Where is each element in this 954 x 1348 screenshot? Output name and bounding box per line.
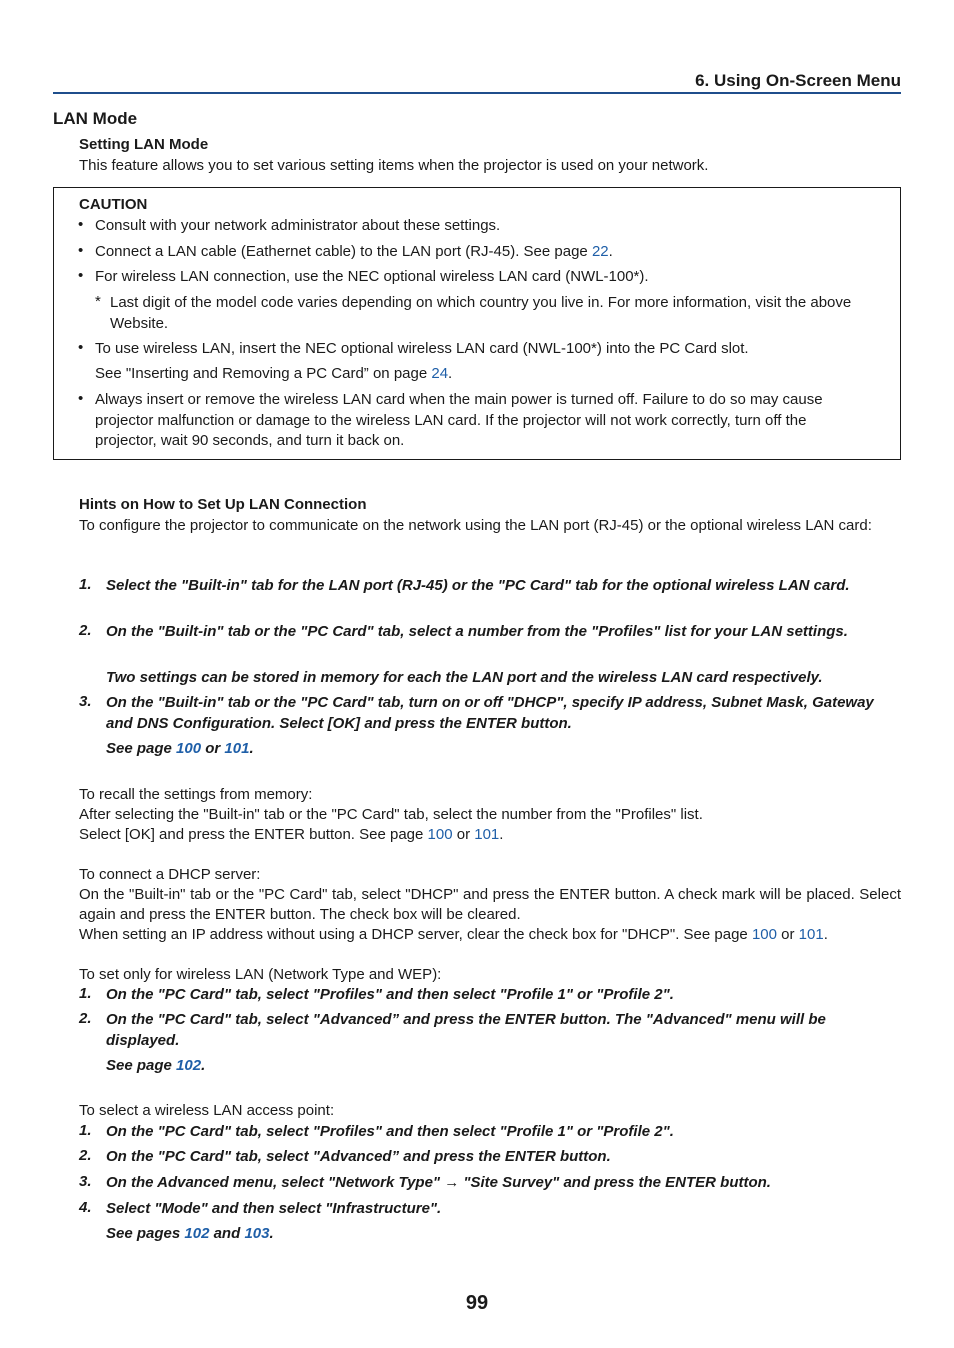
page-link[interactable]: 24	[431, 365, 449, 382]
recall-text-part: .	[499, 826, 504, 843]
recall-heading: To recall the settings from memory:	[79, 786, 313, 803]
step-text: On the "PC Card" tab, select "Advanced” and press the ENTER button.	[106, 1148, 611, 1165]
bullet-icon: •	[78, 390, 84, 407]
step-number: 3.	[79, 693, 92, 710]
see-text: See page	[106, 1057, 177, 1074]
see-text: and	[209, 1225, 245, 1242]
page-link[interactable]: 101	[474, 826, 500, 843]
see-text: See pages	[106, 1225, 185, 1242]
step-text: Select "Mode" and then select "Infrastructure".	[106, 1200, 442, 1217]
page-number: 99	[465, 1292, 489, 1314]
see-text: or	[201, 740, 225, 757]
bullet-icon: •	[78, 216, 84, 233]
caution-item: For wireless LAN connection, use the NEC optional wireless LAN card (NWL-100*).	[95, 268, 649, 285]
page-link[interactable]: 101	[798, 926, 824, 943]
wireless-heading: To set only for wireless LAN (Network Type and WEP):	[79, 966, 442, 983]
step-number: 2.	[79, 622, 92, 639]
dhcp-text-part: or	[776, 926, 799, 943]
step-number: 3.	[79, 1173, 92, 1190]
page-link[interactable]: 103	[244, 1225, 270, 1242]
recall-text	[79, 825, 901, 845]
step-number: 2.	[79, 1147, 92, 1164]
recall-text-part: or	[452, 826, 475, 843]
caution-item: Consult with your network administrator about these settings.	[95, 217, 501, 234]
step-see-line	[106, 1056, 906, 1077]
subsection-title: Setting LAN Mode	[79, 136, 209, 153]
caution-item: To use wireless LAN, insert the NEC optional wireless LAN card (NWL-100*) into the PC Card slot.	[95, 340, 749, 357]
caution-item: Always insert or remove the wireless LAN card when the main power is turned off. Failure to do so may cause projector malfunction or damage to the wireless LAN card. If the projector will not work correctly, turn off the projector, wait 90 seconds, and turn it back on.	[95, 391, 823, 449]
hints-title: Hints on How to Set Up LAN Connection	[79, 496, 367, 513]
see-text: .	[201, 1057, 206, 1074]
see-text: .	[269, 1225, 274, 1242]
page-link[interactable]: 101	[224, 740, 250, 757]
caution-item-text: .	[448, 365, 453, 382]
caution-item	[95, 242, 865, 263]
dhcp-text	[79, 925, 901, 945]
dhcp-heading: To connect a DHCP server:	[79, 866, 261, 883]
dhcp-text-part: .	[823, 926, 828, 943]
bullet-icon: •	[78, 242, 84, 259]
see-text: .	[249, 740, 254, 757]
caution-item-text: Connect a LAN cable (Eathernet cable) to the LAN port (RJ-45). See page	[95, 243, 592, 260]
access-point-heading: To select a wireless LAN access point:	[79, 1102, 335, 1119]
page-link[interactable]: 102	[176, 1057, 202, 1074]
caution-see-line	[95, 364, 865, 385]
step-text: On the "PC Card" tab, select "Profiles" and then select "Profile 1" or "Profile 2".	[106, 986, 674, 1003]
hints-intro: To configure the projector to communicate on the network using the LAN port (RJ-45) or the optional wireless LAN card:	[79, 517, 872, 534]
bullet-icon: •	[78, 339, 84, 356]
caution-item-text: See "Inserting and Removing a PC Card” on page	[95, 365, 432, 382]
bullet-icon: •	[78, 267, 84, 284]
caution-title: CAUTION	[79, 196, 148, 213]
dhcp-text: On the "Built-in" tab or the "PC Card" tab, select "DHCP" and press the ENTER button. A check mark will be placed. Select again and press the ENTER button. The check box will be cleared.	[79, 886, 901, 923]
step-text: On the Advanced menu, select "Network Type" → "Site Survey" and press the ENTER button.	[106, 1174, 771, 1191]
step-note: Two settings can be stored in memory for each the LAN port and the wireless LAN card respectively.	[106, 669, 823, 686]
page-link[interactable]: 102	[184, 1225, 210, 1242]
step-number: 1.	[79, 985, 92, 1002]
page-title: LAN Mode	[53, 109, 138, 128]
step-text: On the "Built-in" tab or the "PC Card" tab, turn on or off "DHCP", specify IP address, Subnet Mask, Gateway and DNS Configuration. Select [OK] and press the ENTER button.	[106, 694, 874, 732]
step-text: On the "PC Card" tab, select "Profiles" and then select "Profile 1" or "Profile 2".	[106, 1123, 674, 1140]
section-header-title: 6. Using On-Screen Menu	[695, 71, 901, 90]
step-number: 1.	[79, 576, 92, 593]
asterisk-icon: *	[95, 293, 101, 310]
step-number: 2.	[79, 1010, 92, 1027]
see-text: See page	[106, 740, 177, 757]
step-see-line	[106, 739, 906, 760]
step-text: Select the "Built-in" tab for the LAN port (RJ-45) or the "PC Card" tab for the optional wireless LAN card.	[106, 577, 850, 594]
step-number: 1.	[79, 1122, 92, 1139]
recall-text-part: Select [OK] and press the ENTER button. See page	[79, 826, 428, 843]
step-see-line	[106, 1224, 906, 1245]
page-link[interactable]: 100	[176, 740, 202, 757]
caution-footnote: Last digit of the model code varies depending on which country you live in. For more information, visit the above Website.	[110, 294, 852, 332]
step-text: On the "Built-in" tab or the "PC Card" tab, select a number from the "Profiles" list for your LAN settings.	[106, 623, 848, 640]
intro-paragraph: This feature allows you to set various setting items when the projector is used on your network.	[79, 157, 709, 174]
page-link[interactable]: 100	[427, 826, 453, 843]
page-link[interactable]: 100	[751, 926, 777, 943]
caution-item-text: .	[608, 243, 613, 260]
header-rule	[53, 92, 901, 94]
step-text: On the "PC Card" tab, select "Advanced” and press the ENTER button. The "Advanced" menu will be displayed.	[106, 1011, 826, 1049]
recall-text: After selecting the "Built-in" tab or the "PC Card" tab, select the number from the "Profiles" list.	[79, 806, 703, 823]
dhcp-text-part: When setting an IP address without using a DHCP server, clear the check box for "DHCP". See page	[79, 926, 752, 943]
step-number: 4.	[79, 1199, 92, 1216]
page-link[interactable]: 22	[591, 243, 609, 260]
